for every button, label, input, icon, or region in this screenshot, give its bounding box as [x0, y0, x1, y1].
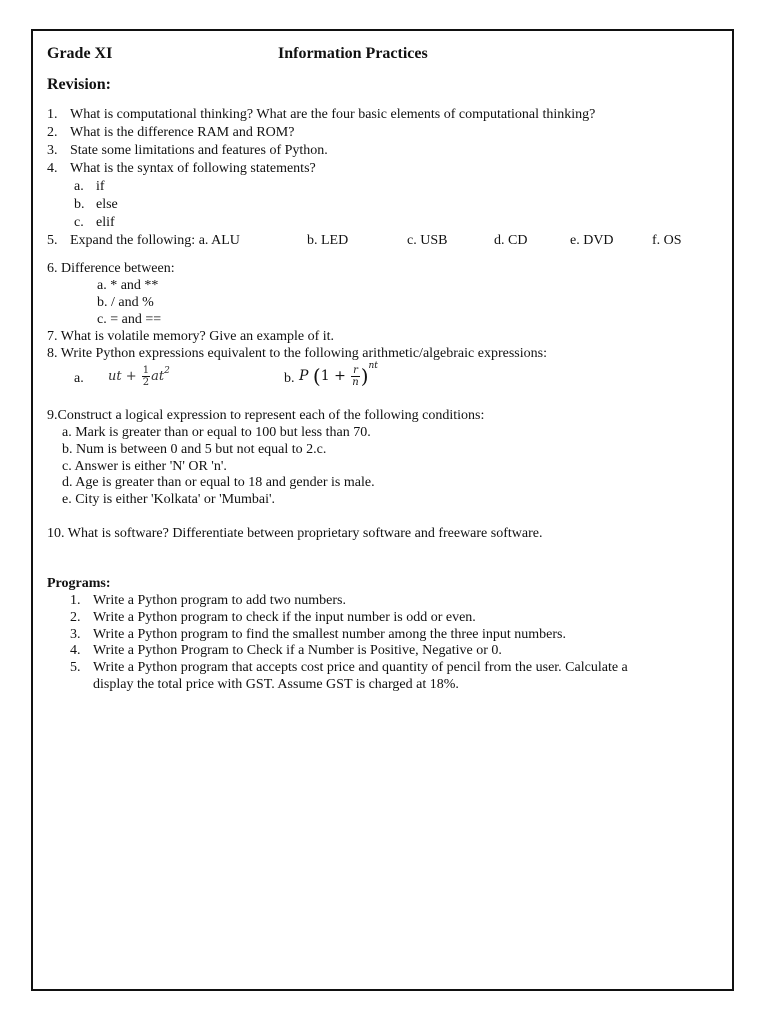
- fraction-numerator: 1: [142, 365, 150, 376]
- question-9-item-b: b. Num is between 0 and 5 but not equal to 2.c.: [62, 442, 327, 457]
- item-text: if: [96, 179, 105, 194]
- expr-fraction: [351, 365, 359, 388]
- program-number: 3.: [70, 627, 81, 642]
- question-text: What is the syntax of following statements?: [70, 161, 316, 176]
- expr-paren: ): [360, 364, 369, 388]
- expr-operator: +: [125, 369, 137, 384]
- expr-exponent: 2: [164, 366, 170, 376]
- question-4-item-b: [74, 196, 118, 213]
- program-number: 5.: [70, 660, 81, 675]
- program-2: [70, 609, 476, 626]
- question-text: State some limitations and features of Python.: [70, 143, 328, 158]
- question-1: [47, 106, 595, 123]
- program-text: Write a Python program to check if the input number is odd or even.: [93, 610, 476, 625]
- question-number: 4.: [47, 161, 58, 176]
- expr-exponent: nt: [368, 361, 378, 371]
- program-1: [70, 592, 346, 609]
- expr-term: P: [299, 368, 309, 384]
- question-9-item-c: c. Answer is either 'N' OR 'n'.: [62, 459, 227, 474]
- expand-item-cd: d. CD: [494, 233, 528, 248]
- program-4: [70, 642, 502, 659]
- program-text: Write a Python program that accepts cost price and quantity of pencil from the user. Calculate a: [93, 660, 628, 675]
- expr-term: 1: [320, 368, 330, 384]
- question-6-item-b: b. / and %: [97, 295, 154, 310]
- question-number: 1.: [47, 107, 58, 122]
- subject-title: Information Practices: [278, 45, 428, 62]
- item-label: b.: [74, 197, 85, 212]
- expand-item-os: f. OS: [652, 233, 682, 248]
- expr-fraction: [142, 365, 150, 388]
- question-10: 10. What is software? Differentiate between proprietary software and freeware software.: [47, 526, 543, 541]
- question-9-item-d: d. Age is greater than or equal to 18 and gender is male.: [62, 475, 375, 490]
- fraction-denominator: n: [352, 376, 359, 388]
- question-4: [47, 160, 316, 177]
- expression-a-label: a.: [74, 371, 84, 386]
- question-number: 5.: [47, 233, 58, 248]
- expression-b: [299, 361, 378, 388]
- question-9-item-e: e. City is either 'Kolkata' or 'Mumbai'.: [62, 492, 276, 507]
- fraction-denominator: 2: [142, 377, 150, 388]
- question-number: 2.: [47, 125, 58, 140]
- item-label: a.: [74, 179, 84, 194]
- question-5: [47, 232, 240, 249]
- expand-item-usb: c. USB: [407, 233, 448, 248]
- program-text: Write a Python Program to Check if a Number is Positive, Negative or 0.: [93, 643, 502, 658]
- question-number: 3.: [47, 143, 58, 158]
- program-5: [70, 659, 628, 676]
- expand-item-dvd: e. DVD: [570, 233, 614, 248]
- question-8: 8. Write Python expressions equivalent to the following arithmetic/algebraic expressions:: [47, 346, 547, 361]
- expression-b-label: b.: [284, 371, 295, 386]
- item-text: else: [96, 197, 118, 212]
- question-4-item-a: [74, 178, 105, 195]
- program-text: Write a Python program to add two numbers.: [93, 593, 346, 608]
- item-label: c.: [74, 215, 84, 230]
- fraction-numerator: r: [353, 364, 358, 376]
- expression-a: [108, 365, 170, 388]
- expr-term: at: [151, 369, 165, 384]
- question-9-item-a: a. Mark is greater than or equal to 100 but less than 70.: [62, 425, 371, 440]
- expr-paren: (: [312, 364, 321, 388]
- question-6-item-c: c. = and ==: [97, 312, 162, 327]
- question-text: Expand the following: a. ALU: [70, 233, 240, 248]
- question-4-item-c: [74, 214, 115, 231]
- program-number: 1.: [70, 593, 81, 608]
- question-9: 9.Construct a logical expression to represent each of the following conditions:: [47, 408, 485, 423]
- grade-label: Grade XI: [47, 45, 113, 62]
- item-text: elif: [96, 215, 115, 230]
- question-text: What is computational thinking? What are the four basic elements of computational thinking?: [70, 107, 596, 122]
- question-7: 7. What is volatile memory? Give an example of it.: [47, 329, 335, 344]
- question-3: [47, 142, 328, 159]
- question-2: [47, 124, 294, 141]
- question-6: 6. Difference between:: [47, 261, 175, 276]
- revision-heading: Revision:: [47, 76, 111, 93]
- program-number: 2.: [70, 610, 81, 625]
- question-6-item-a: a. * and **: [97, 278, 159, 293]
- question-text: What is the difference RAM and ROM?: [70, 125, 295, 140]
- program-number: 4.: [70, 643, 81, 658]
- expr-operator: +: [334, 368, 346, 384]
- program-5-continued: display the total price with GST. Assume GST is charged at 18%.: [93, 677, 459, 692]
- program-text: Write a Python program to find the smallest number among the three input numbers.: [93, 627, 566, 642]
- expand-item-led: b. LED: [307, 233, 349, 248]
- programs-heading: Programs:: [47, 576, 111, 591]
- program-3: [70, 626, 566, 643]
- expr-term: ut: [108, 369, 122, 384]
